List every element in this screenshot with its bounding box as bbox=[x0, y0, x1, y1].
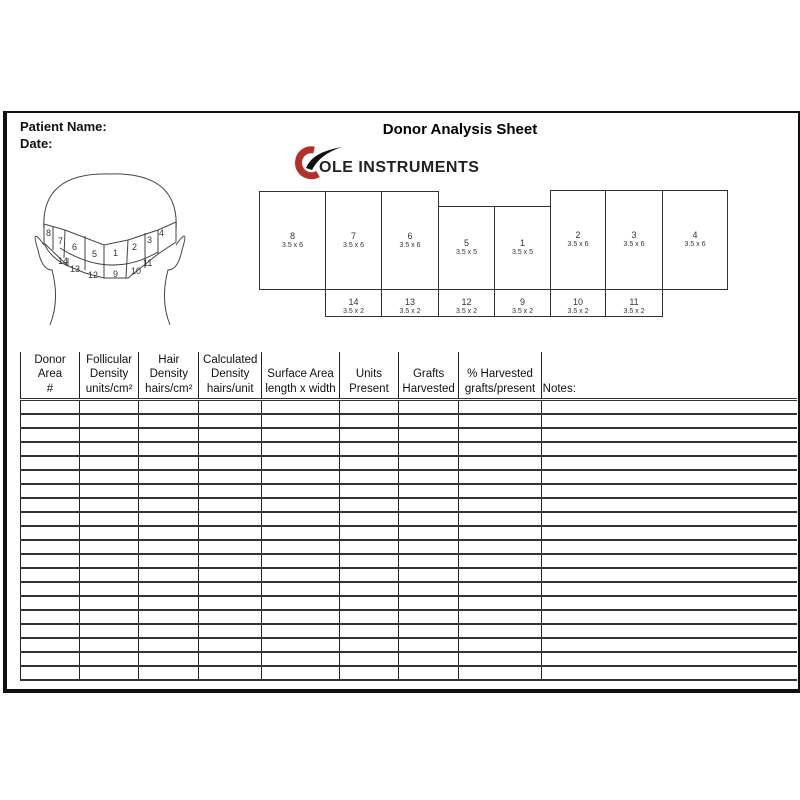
table-cell[interactable] bbox=[199, 526, 262, 540]
table-cell[interactable] bbox=[398, 470, 459, 484]
table-cell[interactable] bbox=[261, 442, 339, 456]
table-cell[interactable] bbox=[199, 568, 262, 582]
table-cell[interactable] bbox=[340, 568, 399, 582]
table-row bbox=[21, 484, 798, 498]
table-row bbox=[21, 582, 798, 596]
table-cell[interactable] bbox=[199, 652, 262, 666]
donor-block-3: 3 3.5 x 6 bbox=[605, 190, 663, 290]
table-cell[interactable] bbox=[541, 498, 797, 512]
table-cell[interactable] bbox=[398, 554, 459, 568]
table-cell[interactable] bbox=[21, 428, 80, 442]
table-cell[interactable] bbox=[541, 526, 797, 540]
table-cell[interactable] bbox=[340, 610, 399, 624]
donor-block-13: 13 3.5 x 2 bbox=[381, 289, 439, 317]
table-row bbox=[21, 526, 798, 540]
table-cell[interactable] bbox=[398, 526, 459, 540]
table-cell[interactable] bbox=[541, 512, 797, 526]
table-row bbox=[21, 442, 798, 456]
table-cell[interactable] bbox=[261, 596, 339, 610]
table-cell[interactable] bbox=[199, 484, 262, 498]
donor-block-11: 11 3.5 x 2 bbox=[605, 289, 663, 317]
column-header: Notes: bbox=[541, 352, 797, 400]
table-cell[interactable] bbox=[541, 666, 797, 680]
table-cell[interactable] bbox=[541, 652, 797, 666]
table-cell[interactable] bbox=[261, 526, 339, 540]
svg-text:2: 2 bbox=[132, 242, 138, 252]
table-cell[interactable] bbox=[261, 498, 339, 512]
table-cell[interactable] bbox=[541, 400, 797, 415]
table-cell[interactable] bbox=[21, 582, 80, 596]
table-cell[interactable] bbox=[340, 582, 399, 596]
table-cell[interactable] bbox=[139, 666, 199, 680]
table-cell[interactable] bbox=[459, 456, 541, 470]
table-row bbox=[21, 568, 798, 582]
table-cell[interactable] bbox=[398, 456, 459, 470]
table-cell[interactable] bbox=[398, 666, 459, 680]
table-cell[interactable] bbox=[261, 568, 339, 582]
table-cell[interactable] bbox=[541, 442, 797, 456]
table-row bbox=[21, 596, 798, 610]
table-cell[interactable] bbox=[340, 400, 399, 415]
svg-text:7: 7 bbox=[58, 236, 64, 246]
table-cell[interactable] bbox=[139, 568, 199, 582]
table-cell[interactable] bbox=[261, 666, 339, 680]
svg-text:9: 9 bbox=[113, 269, 119, 279]
table-row bbox=[21, 400, 798, 415]
table-cell[interactable] bbox=[139, 470, 199, 484]
donor-block-10: 10 3.5 x 2 bbox=[550, 289, 606, 317]
table-cell[interactable] bbox=[80, 666, 139, 680]
table-cell[interactable] bbox=[261, 638, 339, 652]
column-header: Donor Area # bbox=[21, 352, 80, 400]
table-cell[interactable] bbox=[541, 484, 797, 498]
column-header: Follicular Density units/cm² bbox=[80, 352, 139, 400]
table-cell[interactable] bbox=[261, 512, 339, 526]
table-cell[interactable] bbox=[340, 456, 399, 470]
table-cell[interactable] bbox=[139, 498, 199, 512]
table-row bbox=[21, 610, 798, 624]
table-cell[interactable] bbox=[139, 414, 199, 428]
table-cell[interactable] bbox=[398, 484, 459, 498]
table-cell[interactable] bbox=[340, 638, 399, 652]
table-cell[interactable] bbox=[139, 554, 199, 568]
table-cell[interactable] bbox=[80, 554, 139, 568]
table-cell[interactable] bbox=[199, 456, 262, 470]
table-cell[interactable] bbox=[340, 484, 399, 498]
table-cell[interactable] bbox=[459, 638, 541, 652]
svg-text:3: 3 bbox=[147, 235, 153, 245]
table-cell[interactable] bbox=[21, 638, 80, 652]
table-cell[interactable] bbox=[398, 442, 459, 456]
table-cell[interactable] bbox=[459, 428, 541, 442]
svg-text:10: 10 bbox=[131, 266, 142, 276]
table-cell[interactable] bbox=[21, 498, 80, 512]
table-cell[interactable] bbox=[541, 540, 797, 554]
column-header: Surface Area length x width bbox=[261, 352, 339, 400]
table-cell[interactable] bbox=[541, 414, 797, 428]
table-cell[interactable] bbox=[139, 456, 199, 470]
table-cell[interactable] bbox=[340, 428, 399, 442]
table-cell[interactable] bbox=[261, 540, 339, 554]
donor-block-4: 4 3.5 x 6 bbox=[662, 190, 728, 290]
table-cell[interactable] bbox=[261, 484, 339, 498]
table-cell[interactable] bbox=[459, 442, 541, 456]
table-row bbox=[21, 638, 798, 652]
table-cell[interactable] bbox=[340, 624, 399, 638]
table-cell[interactable] bbox=[459, 624, 541, 638]
table-cell[interactable] bbox=[21, 484, 80, 498]
head-diagram bbox=[30, 170, 190, 330]
table-cell[interactable] bbox=[340, 498, 399, 512]
column-header: Hair Density hairs/cm² bbox=[139, 352, 199, 400]
table-row bbox=[21, 456, 798, 470]
table-cell[interactable] bbox=[80, 540, 139, 554]
table-cell[interactable] bbox=[139, 512, 199, 526]
table-cell[interactable] bbox=[199, 442, 262, 456]
table-cell[interactable] bbox=[398, 498, 459, 512]
table-cell[interactable] bbox=[261, 456, 339, 470]
table-cell[interactable] bbox=[398, 400, 459, 415]
table-cell[interactable] bbox=[80, 568, 139, 582]
table-cell[interactable] bbox=[459, 666, 541, 680]
svg-text:11: 11 bbox=[143, 258, 153, 268]
table-cell[interactable] bbox=[261, 414, 339, 428]
donor-block-1: 1 3.5 x 5 bbox=[494, 206, 551, 290]
table-row bbox=[21, 652, 798, 666]
table-cell[interactable] bbox=[199, 666, 262, 680]
table-cell[interactable] bbox=[459, 526, 541, 540]
table-cell[interactable] bbox=[398, 610, 459, 624]
table-cell[interactable] bbox=[80, 582, 139, 596]
table-cell[interactable] bbox=[139, 610, 199, 624]
table-cell[interactable] bbox=[139, 582, 199, 596]
table-cell[interactable] bbox=[261, 610, 339, 624]
table-cell[interactable] bbox=[261, 652, 339, 666]
table-cell[interactable] bbox=[80, 652, 139, 666]
column-header: % Harvested grafts/present bbox=[459, 352, 541, 400]
table-cell[interactable] bbox=[541, 596, 797, 610]
column-header: Units Present bbox=[340, 352, 399, 400]
table-row bbox=[21, 540, 798, 554]
table-cell[interactable] bbox=[459, 400, 541, 415]
table-cell[interactable] bbox=[199, 470, 262, 484]
table-cell[interactable] bbox=[21, 624, 80, 638]
table-cell[interactable] bbox=[21, 414, 80, 428]
patient-name-label: Patient Name: bbox=[20, 119, 107, 134]
table-cell[interactable] bbox=[340, 540, 399, 554]
table-row bbox=[21, 414, 798, 428]
table-cell[interactable] bbox=[199, 512, 262, 526]
svg-text:5: 5 bbox=[92, 249, 98, 259]
table-cell[interactable] bbox=[199, 498, 262, 512]
table-cell[interactable] bbox=[541, 554, 797, 568]
logo-text: OLE INSTRUMENTS bbox=[319, 159, 480, 176]
table-cell[interactable] bbox=[199, 596, 262, 610]
table-cell[interactable] bbox=[80, 512, 139, 526]
table-cell[interactable] bbox=[21, 610, 80, 624]
table-cell[interactable] bbox=[398, 540, 459, 554]
donor-block-9: 9 3.5 x 2 bbox=[494, 289, 551, 317]
table-cell[interactable] bbox=[199, 414, 262, 428]
table-cell[interactable] bbox=[21, 442, 80, 456]
table-cell[interactable] bbox=[261, 400, 339, 415]
table-cell[interactable] bbox=[199, 638, 262, 652]
page-title: Donor Analysis Sheet bbox=[382, 121, 538, 138]
table-cell[interactable] bbox=[340, 526, 399, 540]
table-cell[interactable] bbox=[340, 666, 399, 680]
table-cell[interactable] bbox=[21, 568, 80, 582]
table-cell[interactable] bbox=[398, 568, 459, 582]
table-cell[interactable] bbox=[80, 414, 139, 428]
table-row bbox=[21, 554, 798, 568]
table-cell[interactable] bbox=[199, 400, 262, 415]
table-cell[interactable] bbox=[340, 652, 399, 666]
donor-analysis-table bbox=[20, 352, 797, 681]
table-row bbox=[21, 428, 798, 442]
table-cell[interactable] bbox=[541, 456, 797, 470]
donor-block-8: 8 3.5 x 6 bbox=[259, 191, 326, 290]
table-cell[interactable] bbox=[459, 470, 541, 484]
table-cell[interactable] bbox=[459, 652, 541, 666]
table-cell[interactable] bbox=[80, 428, 139, 442]
table-cell[interactable] bbox=[80, 596, 139, 610]
table-cell[interactable] bbox=[398, 596, 459, 610]
table-cell[interactable] bbox=[459, 596, 541, 610]
table-cell[interactable] bbox=[459, 498, 541, 512]
table-cell[interactable] bbox=[80, 638, 139, 652]
table-cell[interactable] bbox=[459, 568, 541, 582]
donor-block-5: 5 3.5 x 5 bbox=[438, 206, 495, 290]
table-cell[interactable] bbox=[398, 512, 459, 526]
donor-block-2: 2 3.5 x 6 bbox=[550, 190, 606, 290]
table-cell[interactable] bbox=[459, 540, 541, 554]
table-cell[interactable] bbox=[21, 666, 80, 680]
table-cell[interactable] bbox=[459, 414, 541, 428]
table-cell[interactable] bbox=[80, 400, 139, 415]
table-row bbox=[21, 470, 798, 484]
table-cell[interactable] bbox=[139, 596, 199, 610]
svg-text:1: 1 bbox=[113, 248, 119, 258]
column-header: Calculated Density hairs/unit bbox=[199, 352, 262, 400]
table-cell[interactable] bbox=[21, 526, 80, 540]
table-cell[interactable] bbox=[80, 610, 139, 624]
table-cell[interactable] bbox=[340, 512, 399, 526]
donor-block-6: 6 3.5 x 6 bbox=[381, 191, 439, 290]
table-cell[interactable] bbox=[261, 428, 339, 442]
table-cell[interactable] bbox=[541, 428, 797, 442]
table-cell[interactable] bbox=[340, 470, 399, 484]
table-cell[interactable] bbox=[21, 596, 80, 610]
svg-text:8: 8 bbox=[46, 228, 52, 238]
table-cell[interactable] bbox=[261, 554, 339, 568]
table-cell[interactable] bbox=[261, 624, 339, 638]
svg-text:4: 4 bbox=[159, 228, 165, 238]
donor-block-7: 7 3.5 x 6 bbox=[325, 191, 382, 290]
svg-text:13: 13 bbox=[70, 264, 81, 274]
table-cell[interactable] bbox=[340, 596, 399, 610]
donor-block-14: 14 3.5 x 2 bbox=[325, 289, 382, 317]
table-cell[interactable] bbox=[21, 512, 80, 526]
table-cell[interactable] bbox=[398, 624, 459, 638]
table-cell[interactable] bbox=[80, 624, 139, 638]
table-cell[interactable] bbox=[340, 442, 399, 456]
table-cell[interactable] bbox=[398, 638, 459, 652]
table-cell[interactable] bbox=[541, 624, 797, 638]
table-cell[interactable] bbox=[541, 582, 797, 596]
table-cell[interactable] bbox=[199, 624, 262, 638]
table-row bbox=[21, 624, 798, 638]
table-cell[interactable] bbox=[21, 652, 80, 666]
date-label: Date: bbox=[20, 136, 53, 151]
table-cell[interactable] bbox=[398, 414, 459, 428]
table-cell[interactable] bbox=[80, 526, 139, 540]
table-cell[interactable] bbox=[541, 470, 797, 484]
table-cell[interactable] bbox=[199, 582, 262, 596]
table-cell[interactable] bbox=[199, 610, 262, 624]
column-header: Grafts Harvested bbox=[398, 352, 459, 400]
table-cell[interactable] bbox=[261, 470, 339, 484]
table-cell[interactable] bbox=[139, 442, 199, 456]
table-cell[interactable] bbox=[139, 526, 199, 540]
table-cell[interactable] bbox=[541, 568, 797, 582]
table-cell[interactable] bbox=[139, 652, 199, 666]
table-cell[interactable] bbox=[21, 470, 80, 484]
table-cell[interactable] bbox=[139, 638, 199, 652]
table-row bbox=[21, 666, 798, 680]
table-cell[interactable] bbox=[21, 554, 80, 568]
table-cell[interactable] bbox=[541, 610, 797, 624]
table-cell[interactable] bbox=[139, 428, 199, 442]
svg-text:6: 6 bbox=[72, 242, 78, 252]
table-cell[interactable] bbox=[398, 582, 459, 596]
table-cell[interactable] bbox=[80, 498, 139, 512]
table-cell[interactable] bbox=[80, 470, 139, 484]
table-cell[interactable] bbox=[541, 638, 797, 652]
svg-text:14: 14 bbox=[58, 256, 69, 266]
table-cell[interactable] bbox=[139, 540, 199, 554]
logo bbox=[292, 144, 542, 180]
table-cell[interactable] bbox=[21, 400, 80, 415]
table-cell[interactable] bbox=[139, 400, 199, 415]
table-cell[interactable] bbox=[459, 582, 541, 596]
table-row bbox=[21, 512, 798, 526]
table-cell[interactable] bbox=[459, 554, 541, 568]
table-cell[interactable] bbox=[80, 456, 139, 470]
table-cell[interactable] bbox=[139, 624, 199, 638]
table-cell[interactable] bbox=[340, 414, 399, 428]
table-cell[interactable] bbox=[199, 540, 262, 554]
table-cell[interactable] bbox=[139, 484, 199, 498]
table-cell[interactable] bbox=[80, 484, 139, 498]
table-cell[interactable] bbox=[340, 554, 399, 568]
table-cell[interactable] bbox=[459, 512, 541, 526]
svg-text:12: 12 bbox=[88, 270, 99, 280]
table-cell[interactable] bbox=[459, 484, 541, 498]
table-cell[interactable] bbox=[398, 652, 459, 666]
table-cell[interactable] bbox=[80, 442, 139, 456]
donor-block-12: 12 3.5 x 2 bbox=[438, 289, 495, 317]
table-cell[interactable] bbox=[459, 610, 541, 624]
table-cell[interactable] bbox=[261, 582, 339, 596]
table-row bbox=[21, 498, 798, 512]
table-cell[interactable] bbox=[21, 540, 80, 554]
table-cell[interactable] bbox=[199, 428, 262, 442]
table-cell[interactable] bbox=[199, 554, 262, 568]
table-cell[interactable] bbox=[398, 428, 459, 442]
table-cell[interactable] bbox=[21, 456, 80, 470]
